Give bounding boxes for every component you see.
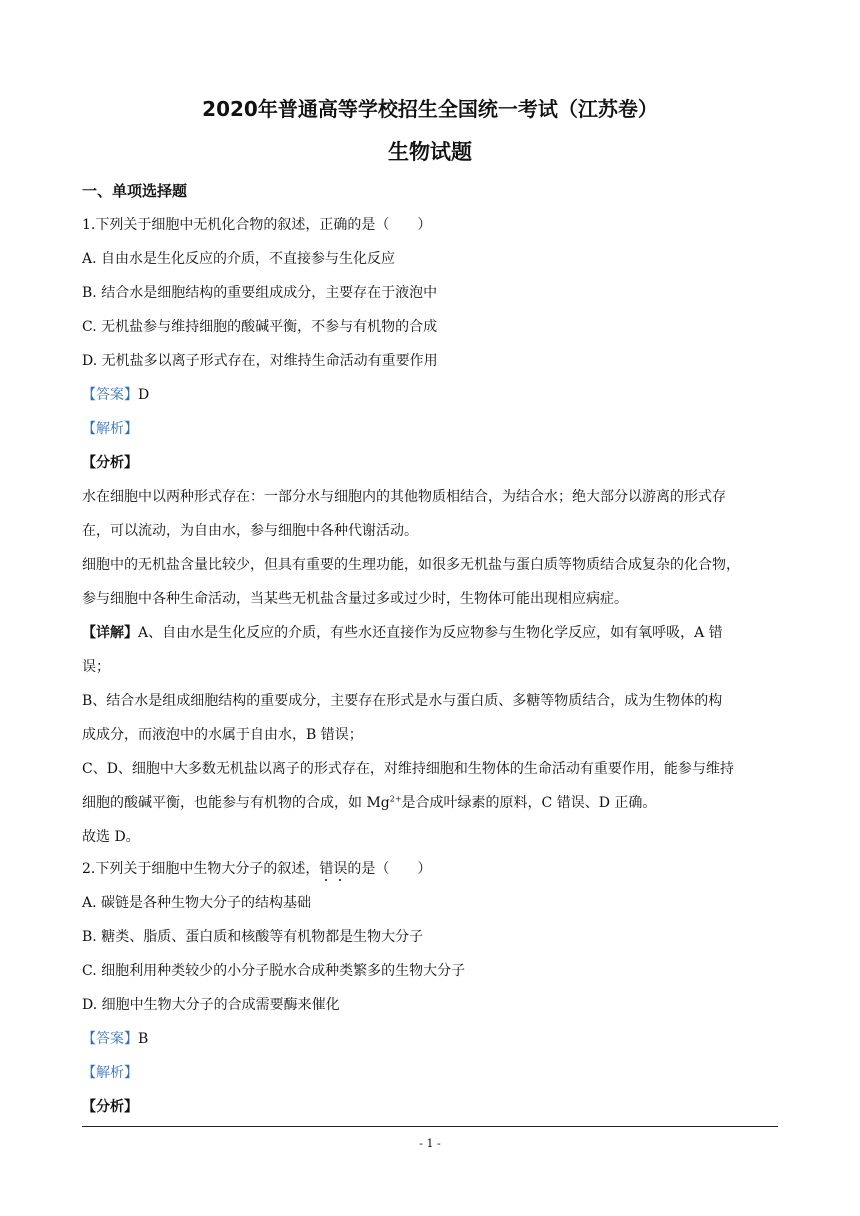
q1-fenxi-p2a: 细胞中的无机盐含量比较少，但具有重要的生理功能，如很多无机盐与蛋白质等物质结合成复杂的化合物， [82,557,740,573]
q2-fenxi-tag: 【分析】 [82,1099,138,1115]
q1-detail-2b: 成成分，而液泡中的水属于自由水，B 错误； [82,727,363,743]
detail-tag: 【详解】 [82,625,138,641]
q2-option-c: C. 细胞利用种类较少的小分子脱水合成种类繁多的生物大分子 [82,963,466,979]
q1-fenxi-tag: 【分析】 [82,455,138,471]
q2-analysis-tag: 【解析】 [82,1065,138,1081]
q1-conclusion: 故选 D。 [82,829,140,845]
q1-stem: 1.下列关于细胞中无机化合物的叙述，正确的是（ ） [82,217,432,233]
q1-detail-3b: 细胞的酸碱平衡，也能参与有机物的合成，如 $Mg^{2+}$是合成叶绿素的原料，C 错误、D 正确。 [82,794,657,811]
q1-detail-1a: 【详解】A、自由水是生化反应的介质，有些水还直接作为反应物参与生物化学反应，如有氧呼吸，A 错 [82,625,723,641]
emphasis-char: 误 [333,861,348,877]
page-number: - 1 - [419,1137,441,1150]
q1-detail-2a: B、结合水是组成细胞结构的重要成分，主要存在形式是水与蛋白质、多糖等物质结合，成为生物体的构 [82,693,723,709]
emphasis-char: 错 [319,861,334,877]
section-heading: 一、单项选择题 [82,182,188,200]
q1-fenxi-p2b: 参与细胞中各种生命活动，当某些无机盐含量过多或过少时，生物体可能出现相应病症。 [82,591,628,607]
q1-answer [82,384,782,404]
q1-fenxi-p1b: 在，可以流动，为自由水，参与细胞中各种代谢活动。 [82,523,418,539]
q2-option-d: D. 细胞中生物大分子的合成需要酶来催化 [82,997,340,1013]
answer-tag: 【答案】 [82,1031,138,1047]
q2-stem: 2.下列关于细胞中生物大分子的叙述，错误的是（ ） [82,861,432,877]
answer-value: B [138,1031,149,1047]
q1-detail-1b: 误； [82,659,110,675]
answer-tag: 【答案】 [82,387,138,403]
footer-rule [82,1126,778,1127]
q1-detail-3a: C、D、细胞中大多数无机盐以离子的形式存在，对维持细胞和生物体的生命活动有重要作用，能参与维持 [82,761,734,777]
q1-analysis-tag: 【解析】 [82,421,138,437]
q1-option-a: A. 自由水是生化反应的介质，不直接参与生化反应 [82,251,396,267]
q2-answer [82,1028,782,1048]
answer-value: D [138,387,150,403]
exam-title: 2020年普通高等学校招生全国统一考试（江苏卷） [202,97,658,121]
q2-option-b: B. 糖类、脂质、蛋白质和核酸等有机物都是生物大分子 [82,929,424,945]
q1-option-c: C. 无机盐参与维持细胞的酸碱平衡，不参与有机物的合成 [82,319,438,335]
q1-fenxi-p1a: 水在细胞中以两种形式存在：一部分水与细胞内的其他物质相结合，为结合水；绝大部分以游离的形式存 [82,489,726,505]
q2-option-a: A. 碳链是各种生物大分子的结构基础 [82,895,312,911]
q1-option-b: B. 结合水是细胞结构的重要组成成分，主要存在于液泡中 [82,285,438,301]
q1-option-d: D. 无机盐多以离子形式存在，对维持生命活动有重要作用 [82,353,438,369]
exam-subtitle: 生物试题 [388,140,472,164]
